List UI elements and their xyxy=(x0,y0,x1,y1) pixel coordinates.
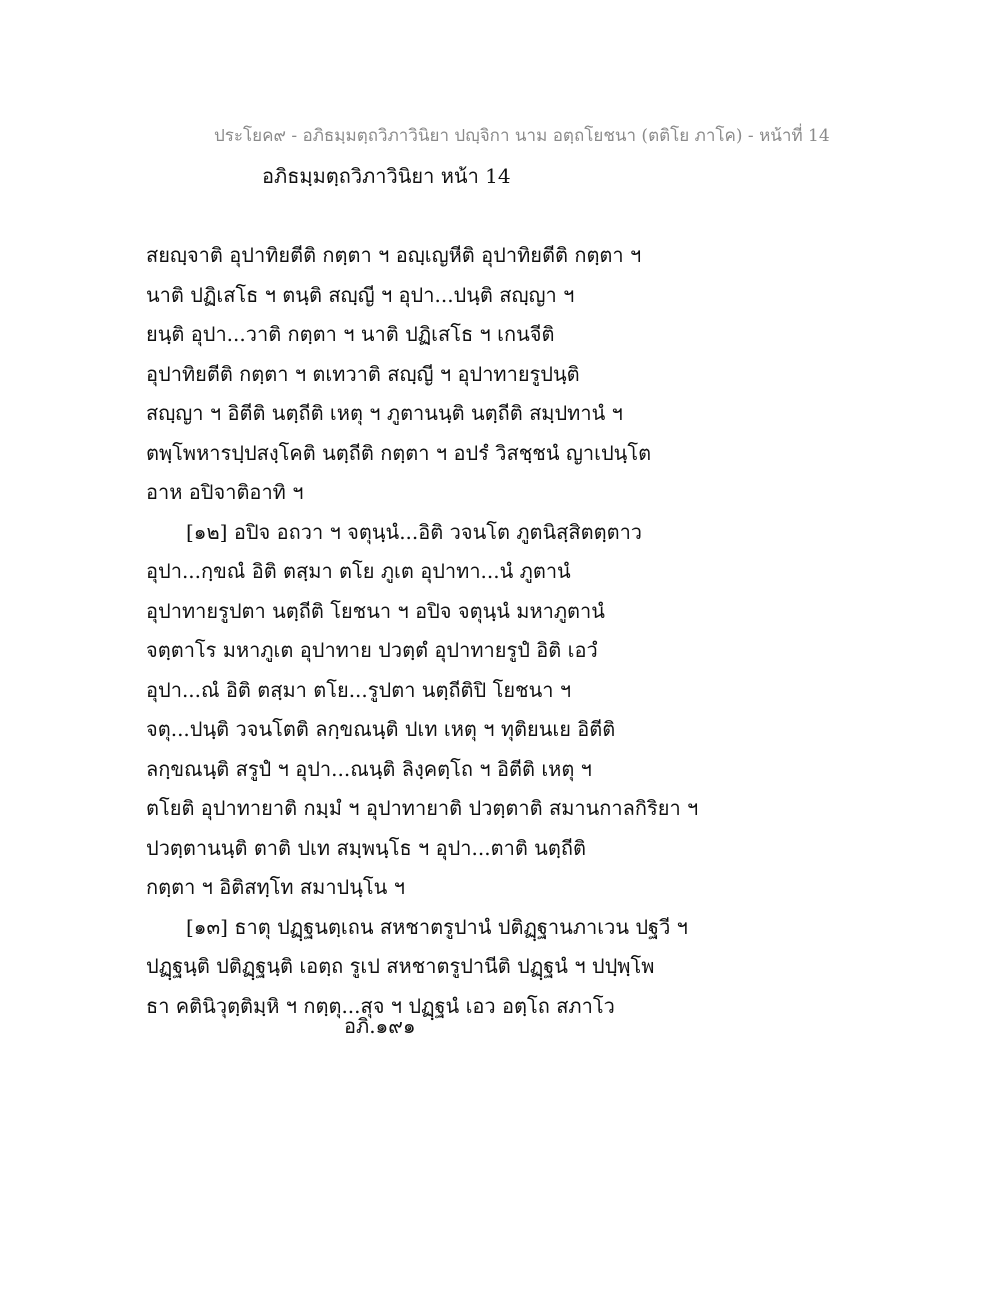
text-line: จตฺตาโร มหาภูเต อุปาทาย ปวตฺตํ อุปาทายรูปํ อิติ เอวํ xyxy=(146,638,598,662)
text-line: นาติ ปฏิเสโธ ฯ ตนฺติ สญฺญี ฯ อุปา...ปนฺติ สญฺญา ฯ xyxy=(146,282,575,307)
page-title: อภิธมฺมตฺถวิภาวินิยา หน้า 14 xyxy=(262,164,511,188)
text-line: ตโยติ อุปาทายาติ กมฺมํ ฯ อุปาทายาติ ปวตฺตาติ สมานกาลกิริยา ฯ xyxy=(146,796,699,820)
paragraph-start-line: [๑๓] ธาตุ ปฏฺฐนตฺเถน สหชาตรูปานํ ปติฏฺฐานภาเวน ปฐวี ฯ xyxy=(186,914,688,939)
text-line: อุปาทายรูปตา นตฺถีติ โยชนา ฯ อปิจ จตุนฺนํ มหาภูตานํ xyxy=(146,598,605,623)
footer-reference: อภิ.๑๙๑ xyxy=(344,1014,416,1038)
text-line: อุปาทิยตีติ กตฺตา ฯ ตเทวาติ สญฺญี ฯ อุปาทายรูปนฺติ xyxy=(146,361,580,386)
text-line: อุปา...กฺขณํ อิติ ตสฺมา ตโย ภูเต อุปาทา...นํ ภูตานํ xyxy=(146,559,571,583)
text-line: ปวตฺตานนฺติ ตาติ ปเท สมฺพนฺโธ ฯ อุปา...ตาติ นตฺถีติ xyxy=(146,835,586,860)
text-line: จตุ...ปนฺติ วจนโตติ ลกฺขณนฺติ ปเท เหตุ ฯ ทุติยนเย อิตีติ xyxy=(146,717,616,741)
text-line: ยนฺติ อุปา...วาติ กตฺตา ฯ นาติ ปฏิเสโธ ฯ เกนจีติ xyxy=(146,322,555,346)
body-text xyxy=(146,236,846,1026)
text-line: อาห อปิจาติอาทิ ฯ xyxy=(146,480,304,504)
text-line: สญฺญา ฯ อิตีติ นตฺถีติ เหตุ ฯ ภูตานนฺติ นตฺถีติ สมฺปทานํ ฯ xyxy=(146,401,623,425)
text-line: ตพฺโพหารปฺปสงฺโคติ นตฺถีติ กตฺตา ฯ อปรํ วิสชฺชนํ ญาเปนฺโต xyxy=(146,440,652,465)
text-line: สยญฺจาติ อุปาทิยตีติ กตฺตา ฯ อญฺเญหีติ อุปาทิยตีติ กตฺตา ฯ xyxy=(146,243,642,267)
text-line: ปฏฺฐนฺติ ปติฏฺฐนฺติ เอตฺถ รูเป สหชาตรูปานีติ ปฏฺฐนํ ฯ ปปฺพฺโพ xyxy=(146,954,655,978)
text-line: ลกฺขณนฺติ สรูปํ ฯ อุปา...ณนฺติ ลิงฺคตฺโถ ฯ อิตีติ เหตุ ฯ xyxy=(146,756,592,781)
text-line: อุปา...ณํ อิติ ตสฺมา ตโย...รูปตา นตฺถีติปิ โยชนา ฯ xyxy=(146,677,572,702)
text-line: ธา คตินิวุตฺติมฺหิ ฯ กตฺตุ...สุจ ฯ ปฏฺฐนํ เอว อตฺโถ สภาโว xyxy=(146,993,615,1018)
running-header: ประโยค๙ - อภิธมฺมตฺถวิภาวินิยา ปญฺจิกา นาม อตฺถโยชนา (ตติโย ภาโค) - หน้าที่ 14 xyxy=(214,126,830,146)
text-line: กตฺตา ฯ อิติสทฺโท สมาปนฺโน ฯ xyxy=(146,875,405,899)
paragraph-start-line: [๑๒] อปิจ อถวา ฯ จตุนฺนํ...อิติ วจนโต ภูตนิสฺสิตตฺตาว xyxy=(186,519,643,544)
